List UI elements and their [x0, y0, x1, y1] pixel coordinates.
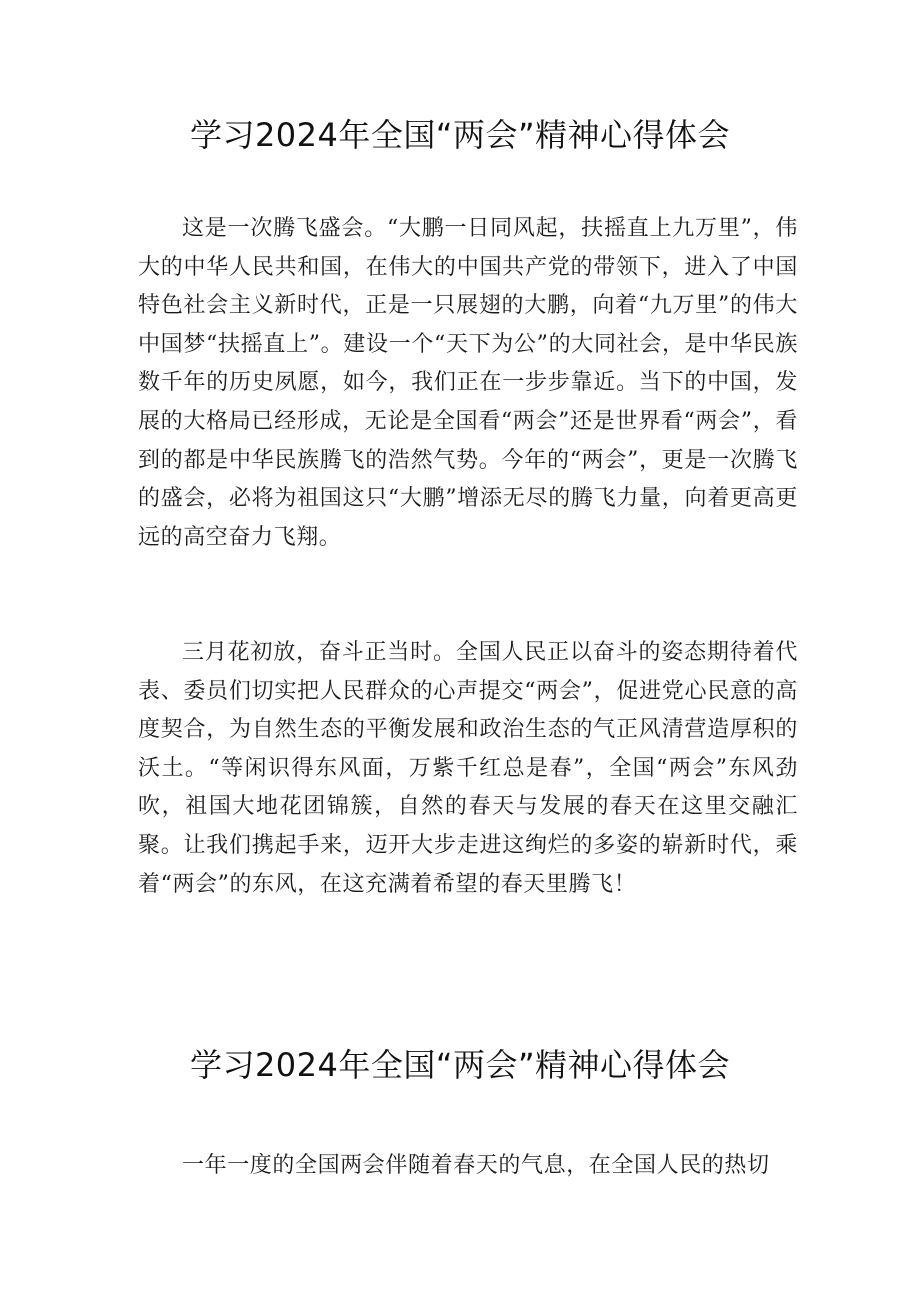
- section-1-title: 学习2024年全国“两会”精神心得体会: [189, 116, 731, 154]
- section-2-title: 学习2024年全国“两会”精神心得体会: [189, 1046, 731, 1084]
- section-1-paragraph-1: 这是一次腾飞盛会。“大鹏一日同风起，扶摇直上九万里”，伟大的中华人民共和国，在伟大的中国共产党的带领下，进入了中国特色社会主义新时代，正是一只展翅的大鹏，向着“九万里”的伟大中国梦“扶摇直上”。建设一个“天下为公”的大同社会，是中华民族数千年的历史夙愿，如今，我们正在一步步靠近。当下的中国，发展的大格局已经形成，无论是全国看“两会”还是世界看“两会”，看到的都是中华民族腾飞的浩然气势。今年的“两会”，更是一次腾飞的盛会，必将为祖国这只“大鹏”增添无尽的腾飞力量，向着更高更远的高空奋力飞翔。: [138, 216, 798, 550]
- section-2-paragraph-1: 一年一度的全国两会伴随着春天的气息，在全国人民的热切: [182, 1153, 770, 1178]
- section-1-paragraph-2: 三月花初放，奋斗正当时。全国人民正以奋斗的姿态期待着代表、委员们切实把人民群众的心声提交“两会”，促进党心民意的高度契合，为自然生态的平衡发展和政治生态的气正风清营造厚积的沃土。“等闲识得东风面，万紫千红总是春”，全国“两会”东风劲吹，祖国大地花团锦簇，自然的春天与发展的春天在这里交融汇聚。让我们携起手来，迈开大步走进这绚烂的多姿的崭新时代，乘着“两会”的东风，在这充满着希望的春天里腾飞！: [138, 640, 798, 897]
